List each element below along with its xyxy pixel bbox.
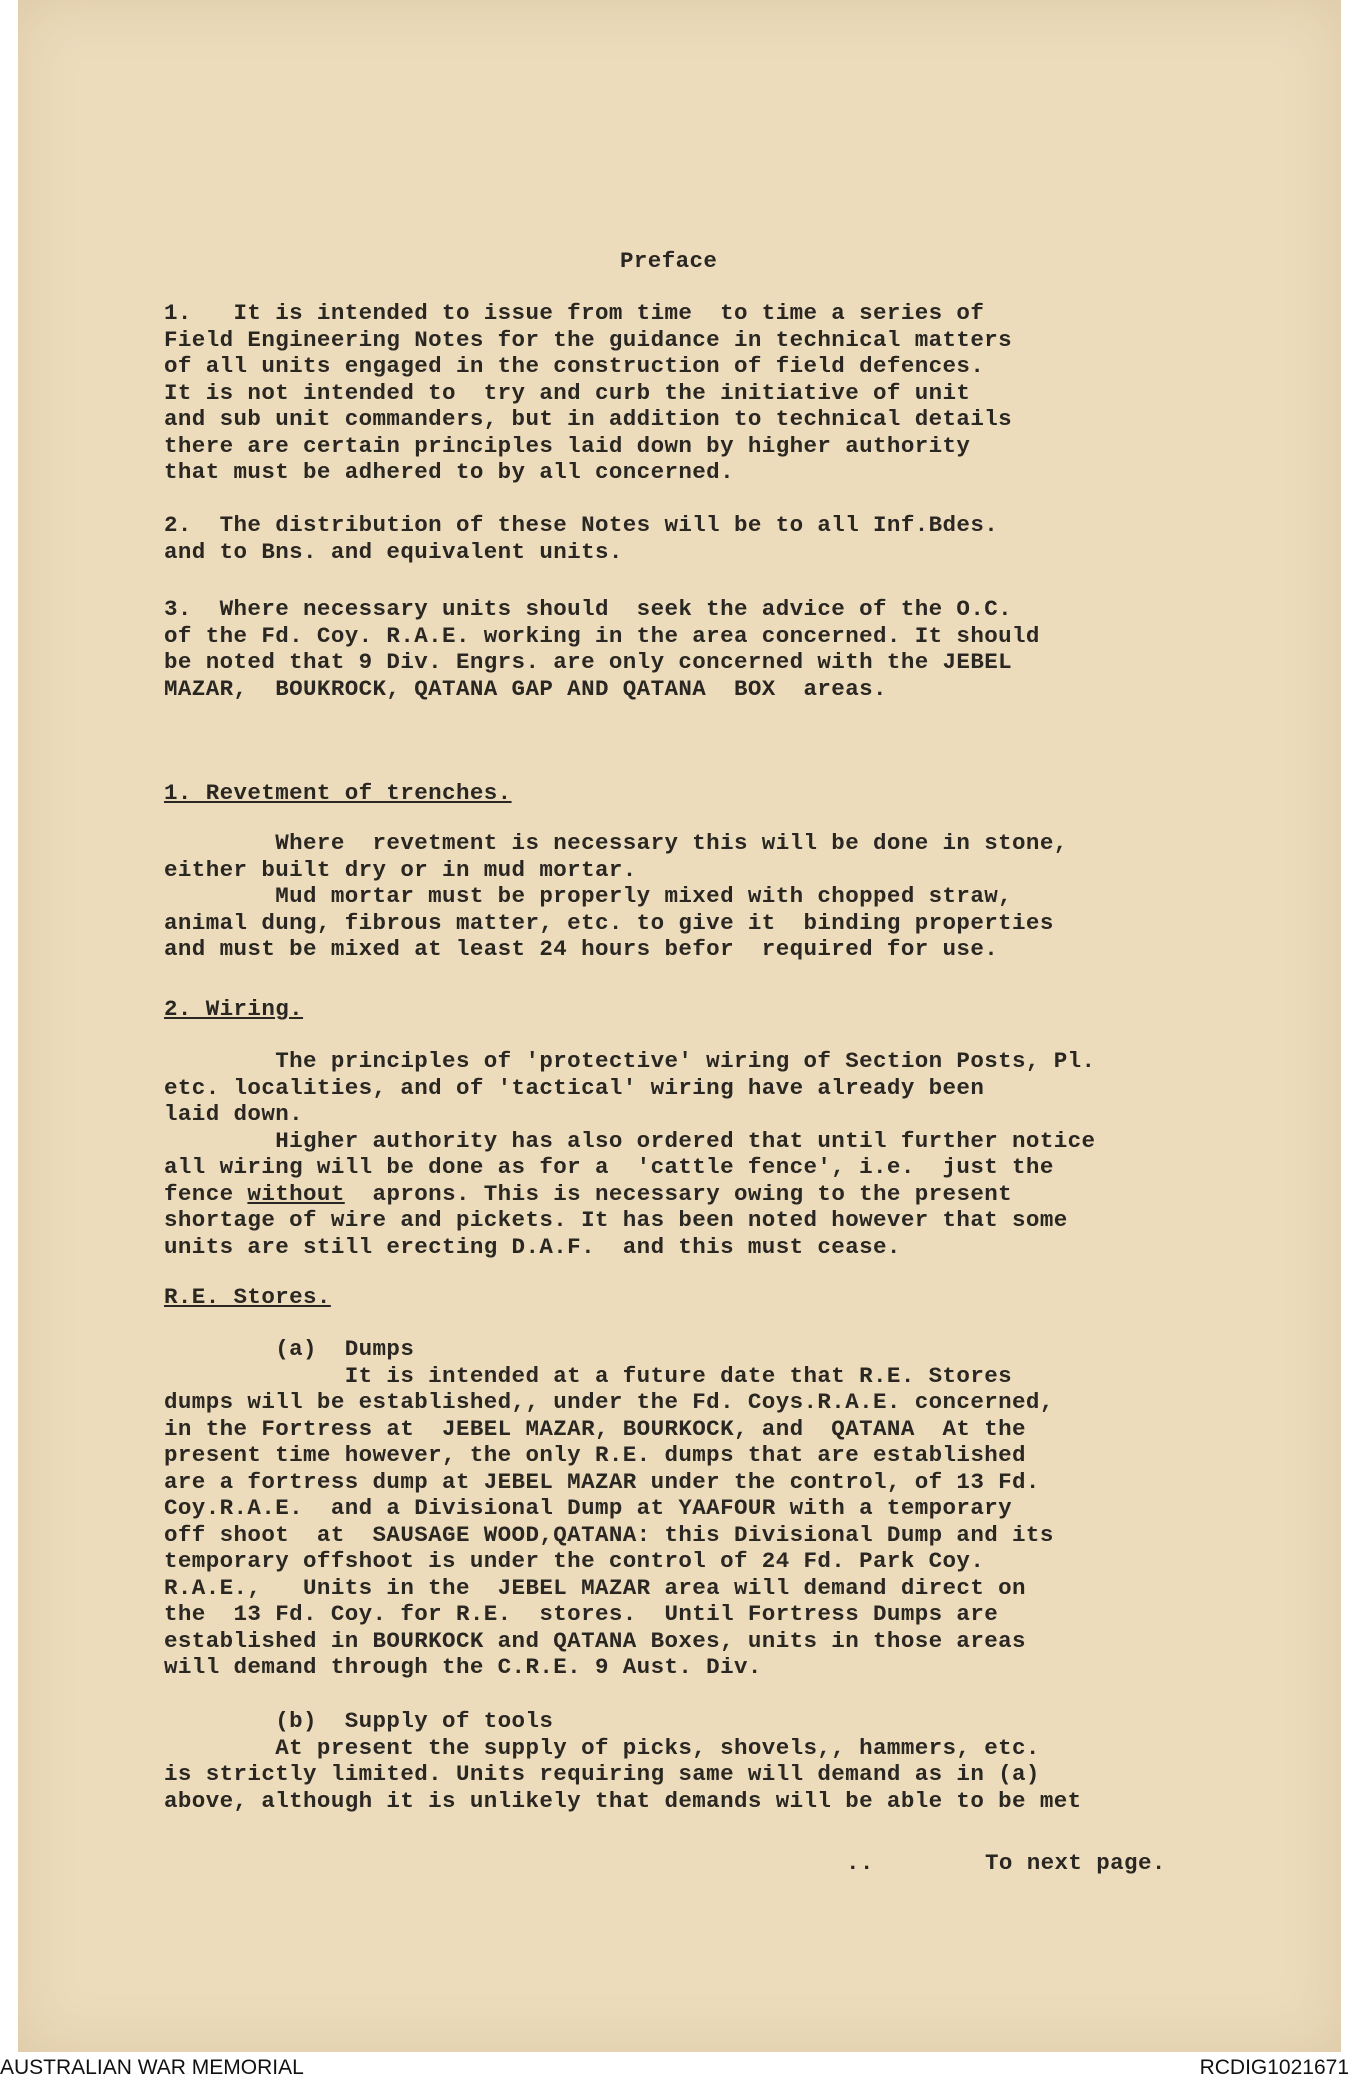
- wiring-body-part-2: aprons. This is necessary owing to the present shortage of wire and pickets. It has been noted however that some units are still erecting D.A.F. and this must cease.: [164, 1180, 1068, 1260]
- wiring-emphasis: without: [247, 1180, 345, 1207]
- preface-paragraph-1: 1. It is intended to issue from time to time a series of Field Engineering Notes for the guidance in technical matters of all units engaged in the construction of field defences. It is not intended to try and curb the initiative of unit and sub unit commanders, but in addition to technical details there are certain principles laid down by higher authority that must be adhered to by all concerned.: [164, 300, 1013, 485]
- preface-paragraph-3: 3. Where necessary units should seek the advice of the O.C. of the Fd. Coy. R.A.E. working in the area concerned. It should be noted that 9 Div. Engrs. are only concerned with the JEBEL MAZAR, BOUKROCK, QATANA GAP AND QATANA BOX areas.: [164, 596, 1040, 702]
- preface-paragraph-2: 2. The distribution of these Notes will be to all Inf.Bdes. and to Bns. and equivalent units.: [164, 512, 999, 565]
- page-title: Preface: [620, 248, 718, 274]
- paper-sheet: [18, 0, 1341, 2052]
- re-stores-tools: (b) Supply of tools At present the supply of picks, shovels,, hammers, etc. is strictly limited. Units requiring same will demand as in (a) above, although it is unlikely that demands will be able to be met: [164, 1708, 1082, 1814]
- wiring-body: [164, 1048, 1095, 1260]
- footer-institution: AUSTRALIAN WAR MEMORIAL: [0, 2056, 304, 2079]
- re-stores-dumps: (a) Dumps It is intended at a future date that R.E. Stores dumps will be established,, under the Fd. Coys.R.A.E. concerned, in the Fortress at JEBEL MAZAR, BOURKOCK, and QATANA At the present time however, the only R.E. dumps that are established are a fortress dump at JEBEL MAZAR under the control, of 13 Fd. Coy.R.A.E. and a Divisional Dump at YAAFOUR with a temporary off shoot at SAUSAGE WOOD,QATANA: this Divisional Dump and its temporary offshoot is under the control of 24 Fd. Park Coy. R.A.E., Units in the JEBEL MAZAR area will demand direct on the 13 Fd. Coy. for R.E. stores. Until Fortress Dumps are established in BOURKOCK and QATANA Boxes, units in those areas will demand through the C.R.E. 9 Aust. Div.: [164, 1336, 1054, 1680]
- revetment-body: Where revetment is necessary this will be done in stone, either built dry or in mud mortar. Mud mortar must be properly mixed with chopped straw, animal dung, fibrous matter, etc. to give it binding properties and must be mixed at least 24 hours befor required for use.: [164, 830, 1068, 962]
- section-heading-wiring: 2. Wiring.: [164, 996, 304, 1022]
- section-heading-revetment: 1. Revetment of trenches.: [164, 780, 512, 806]
- section-heading-re-stores: R.E. Stores.: [164, 1284, 331, 1310]
- continuation-note: .. To next page.: [846, 1850, 1166, 1876]
- wiring-body-part-1: The principles of 'protective' wiring of Section Posts, Pl. etc. localities, and of 'tactical' wiring have already been laid down. Higher authority has also ordered that until further notice all wiring will be done as for a 'cattle fence', i.e. just the fence: [164, 1048, 1096, 1207]
- document-body: [18, 0, 1341, 2052]
- footer-catalog-id: RCDIG1021671: [1199, 2056, 1349, 2079]
- archive-footer: [0, 2052, 1359, 2082]
